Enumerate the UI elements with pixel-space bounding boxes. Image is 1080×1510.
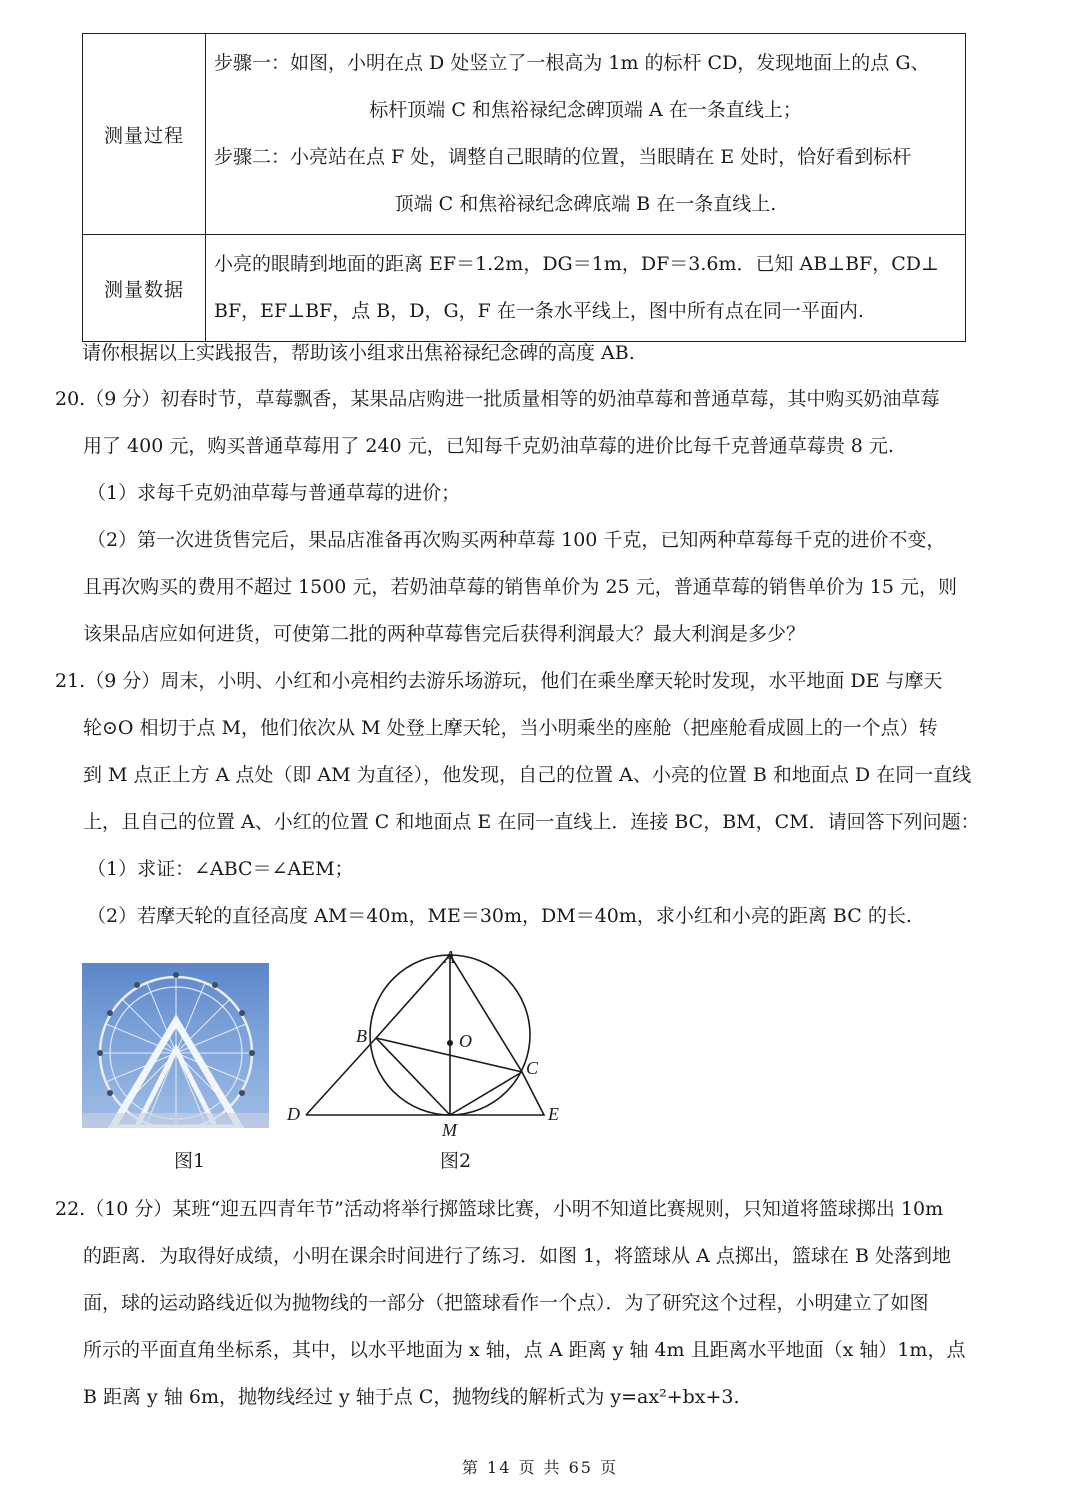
q21-line-4: 上，且自己的位置 A、小红的位置 C 和地面点 E 在同一直线上．连接 BC，BM，CM．请回答下列问题： — [83, 811, 980, 833]
q20-line-4: （2）第一次进货售完后，果品店准备再次购买两种草莓 100 千克，已知两种草莓每千克的进价不变， — [87, 529, 946, 551]
data-line-1: 小亮的眼睛到地面的距离 EF＝1.2m，DG＝1m，DF＝3.6m．已知 AB⊥BF，CD⊥ — [214, 253, 939, 275]
table-row-process — [83, 34, 966, 235]
q21-line-2: 轮⊙O 相切于点 M，他们依次从 M 处登上摩天轮，当小明乘坐的座舱（把座舱看成圆上的一个点）转 — [83, 717, 938, 739]
q21-line-6: （2）若摩天轮的直径高度 AM＝40m，ME＝30m，DM＝40m，求小红和小亮的距离 BC 的长. — [87, 905, 912, 927]
page-footer: 第 14 页 共 65 页 — [461, 1458, 619, 1477]
q22-line-3: 面，球的运动路线近似为抛物线的一部分（把篮球看作一个点）．为了研究这个过程，小明建立了如图 — [83, 1292, 929, 1314]
q22-line-2: 的距离．为取得好成绩，小明在课余时间进行了练习．如图 1，将篮球从 A 点掷出，篮球在 B 处落到地 — [83, 1245, 951, 1267]
ferris-wheel-photo — [82, 963, 269, 1128]
row-header-process: 测量过程 — [83, 34, 206, 235]
label-e: E — [548, 1104, 559, 1124]
q21-line-1: 21.（9 分）周末，小明、小红和小亮相约去游乐场游玩，他们在乘坐摩天轮时发现，水平地面 DE 与摩天 — [55, 670, 943, 692]
table-row-data — [83, 235, 966, 342]
question-20 — [55, 376, 995, 658]
question-21 — [55, 658, 995, 940]
process-line-4: 顶端 C 和焦裕禄纪念碑底端 B 在一条直线上. — [394, 193, 777, 215]
process-line-3: 步骤二：小亮站在点 F 处，调整自己眼睛的位置，当眼睛在 E 处时，恰好看到标杆 — [214, 146, 912, 168]
q19-tail — [82, 330, 1022, 377]
label-a: A — [444, 950, 455, 967]
q21-line-3: 到 M 点正上方 A 点处（即 AM 为直径），他发现，自己的位置 A、小亮的位置 B 和地面点 D 在同一直线 — [83, 764, 972, 786]
process-line-1: 步骤一：如图，小明在点 D 处竖立了一根高为 1m 的标杆 CD，发现地面上的点 G、 — [214, 52, 930, 74]
row-header-data: 测量数据 — [83, 235, 206, 342]
q21-line-5: （1）求证：∠ABC＝∠AEM； — [87, 858, 354, 880]
label-b: B — [356, 1026, 367, 1046]
question-22 — [55, 1186, 995, 1421]
geometry-figure-2 — [282, 950, 602, 1140]
data-line-2: BF，EF⊥BF，点 B，D，G，F 在一条水平线上，图中所有点在同一平面内. — [214, 300, 864, 322]
q20-line-1: 20.（9 分）初春时节，草莓飘香，某果品店购进一批质量相等的奶油草莓和普通草莓，其中购买奶油草莓 — [55, 388, 940, 410]
q19-tail-line: 请你根据以上实践报告，帮助该小组求出焦裕禄纪念碑的高度 AB. — [82, 342, 635, 364]
triangle-ade — [306, 955, 544, 1115]
figure-1-caption: 图1 — [174, 1150, 206, 1172]
segment-cm — [450, 1072, 522, 1115]
q20-line-5: 且再次购买的费用不超过 1500 元，若奶油草莓的销售单价为 25 元，普通草莓的销售单价为 15 元，则 — [83, 576, 957, 598]
q20-line-6: 该果品店应如何进货，可使第二批的两种草莓售完后获得利润最大？最大利润是多少？ — [83, 623, 806, 645]
process-line-2: 标杆顶端 C 和焦裕禄纪念碑顶端 A 在一条直线上； — [369, 99, 802, 121]
q20-line-3: （1）求每千克奶油草莓与普通草莓的进价； — [87, 482, 461, 504]
q20-line-2: 用了 400 元，购买普通草莓用了 240 元，已知每千克奶油草莓的进价比每千克普通草莓贵 8 元. — [83, 435, 894, 457]
q22-line-1: 22.（10 分）某班“迎五四青年节”活动将举行掷篮球比赛，小明不知道比赛规则，只知道将篮球掷出 10m — [55, 1198, 944, 1220]
label-c: C — [526, 1058, 539, 1078]
q22-line-4: 所示的平面直角坐标系，其中，以水平地面为 x 轴，点 A 距离 y 轴 4m 且距离水平地面（x 轴）1m，点 — [83, 1339, 966, 1361]
segment-bm — [376, 1038, 450, 1115]
figure-2-caption: 图2 — [440, 1150, 472, 1172]
label-d: D — [287, 1104, 300, 1124]
ferris-wheel-illustration — [82, 963, 269, 1128]
figures-q21 — [82, 950, 602, 1180]
label-o: O — [459, 1031, 472, 1051]
center-point-o — [447, 1040, 453, 1046]
row-body-data — [206, 235, 966, 342]
q22-line-5: B 距离 y 轴 6m，抛物线经过 y 轴于点 C，抛物线的解析式为 y=ax²+bx+3. — [83, 1386, 740, 1408]
practice-report-table — [82, 33, 966, 342]
label-m: M — [442, 1120, 457, 1140]
row-body-process — [206, 34, 966, 235]
